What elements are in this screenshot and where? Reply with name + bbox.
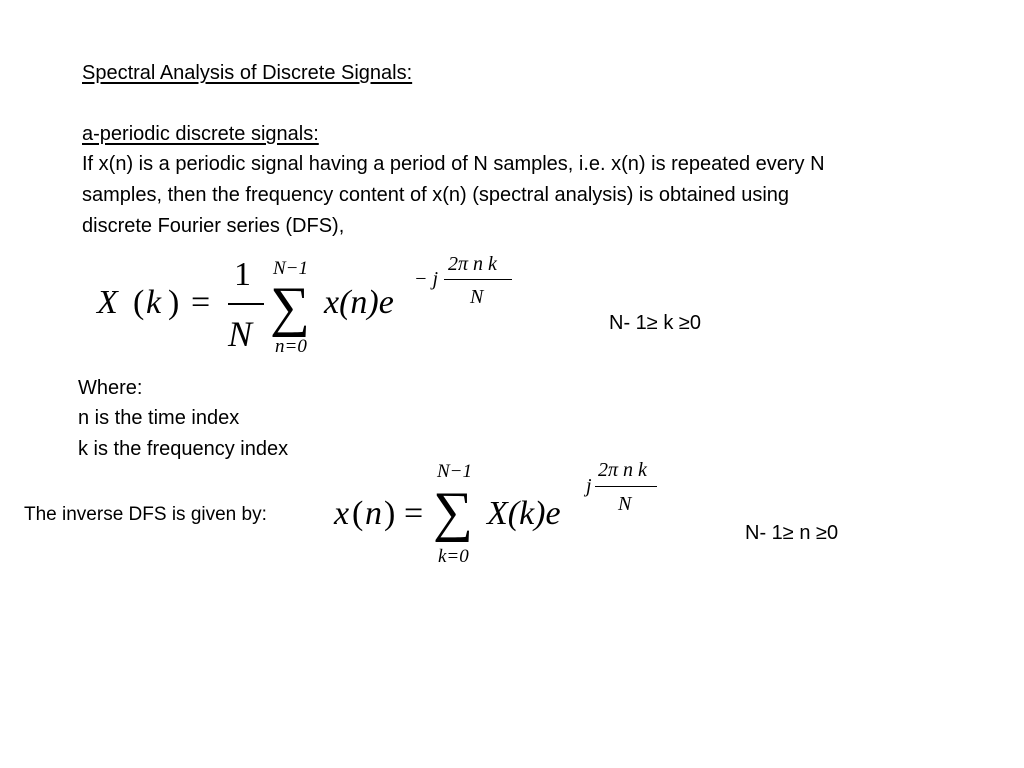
where-item: k is the frequency index xyxy=(78,438,289,460)
dfs-index-range: N- 1≥ k ≥0 xyxy=(609,312,701,334)
dfs-summand: x(n)e xyxy=(324,284,394,321)
idfs-exponent-numerator: 2π n k xyxy=(598,459,647,481)
idfs-summand: X(k)e xyxy=(487,495,561,532)
idfs-lhs-open-paren: ( xyxy=(352,495,364,532)
where-title: Where: xyxy=(78,377,143,399)
paragraph-line-1: If x(n) is a periodic signal having a period of N samples, i.e. x(n) is repeated every N xyxy=(82,153,825,175)
dfs-exponent-denominator: N xyxy=(470,286,484,308)
dfs-lhs-x: X xyxy=(97,284,118,321)
idfs-exponent-sign: j xyxy=(586,475,592,497)
dfs-lhs-close-paren: ) xyxy=(168,284,180,321)
idfs-lhs-close-paren: ) xyxy=(384,495,396,532)
dfs-summation-symbol: ∑ xyxy=(270,276,310,338)
dfs-exponent-bar xyxy=(444,279,512,280)
dfs-lhs-open-paren: ( xyxy=(133,284,145,321)
dfs-sum-lower-limit: n=0 xyxy=(275,336,307,357)
dfs-equals: = xyxy=(191,284,211,321)
idfs-equals: = xyxy=(404,495,424,532)
inverse-dfs-label: The inverse DFS is given by: xyxy=(24,504,267,525)
idfs-exponent-bar xyxy=(595,486,657,487)
idfs-sum-upper-limit: N−1 xyxy=(437,461,472,482)
paragraph-line-3: discrete Fourier series (DFS), xyxy=(82,215,345,237)
idfs-exponent-denominator: N xyxy=(618,493,632,515)
dfs-exponent-sign: − j xyxy=(414,268,439,290)
idfs-lhs-x: x xyxy=(334,495,350,532)
dfs-fraction-bar xyxy=(228,303,264,305)
paragraph-line-2: samples, then the frequency content of x(n) (spectral analysis) is obtained using xyxy=(82,184,790,206)
section-subheading: a-periodic discrete signals: xyxy=(82,123,319,145)
idfs-index-range: N- 1≥ n ≥0 xyxy=(745,522,839,544)
idfs-sum-lower-limit: k=0 xyxy=(438,546,469,567)
dfs-fraction-denominator: N xyxy=(228,314,253,354)
idfs-lhs-n: n xyxy=(365,495,382,532)
dfs-fraction-numerator: 1 xyxy=(234,256,251,293)
dfs-sum-upper-limit: N−1 xyxy=(273,258,308,279)
dfs-lhs-k: k xyxy=(146,284,162,321)
idfs-summation-symbol: ∑ xyxy=(433,481,473,543)
dfs-exponent-numerator: 2π n k xyxy=(448,253,497,275)
where-item: n is the time index xyxy=(78,407,240,429)
page-title: Spectral Analysis of Discrete Signals: xyxy=(82,62,413,84)
